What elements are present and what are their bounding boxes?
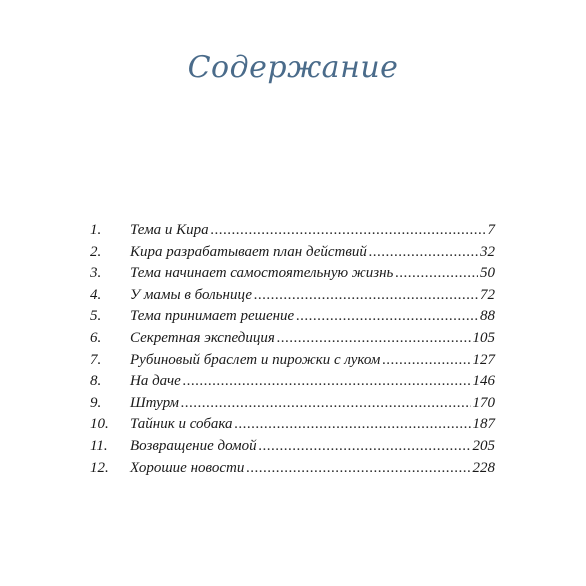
chapter-number: 3. <box>90 265 102 282</box>
page-number: 228 <box>472 459 495 476</box>
table-of-contents <box>90 222 495 481</box>
toc-entry <box>90 352 495 374</box>
chapter-title: Штурм <box>130 394 179 411</box>
toc-entry <box>90 460 495 482</box>
dot-leader <box>254 287 478 304</box>
toc-entry <box>90 244 495 266</box>
chapter-number: 2. <box>90 243 102 260</box>
dot-leader <box>235 416 471 433</box>
dot-leader <box>259 438 471 455</box>
page-title: Содержание <box>187 50 399 85</box>
chapter-number: 12. <box>90 459 109 476</box>
chapter-number: 11. <box>90 437 108 454</box>
chapter-title: Тема принимает решение <box>130 308 295 325</box>
chapter-number: 1. <box>90 222 102 238</box>
toc-entry <box>90 287 495 309</box>
chapter-title: У мамы в больнице <box>130 286 252 303</box>
toc-entry <box>90 265 495 287</box>
page-number: 32 <box>480 243 495 260</box>
chapter-title: Тема и Кира <box>130 222 209 238</box>
dot-leader <box>369 244 478 261</box>
page-number: 146 <box>472 373 495 390</box>
toc-entry <box>90 395 495 417</box>
page-number: 88 <box>480 308 495 325</box>
chapter-title: Тайник и собака <box>130 416 233 433</box>
chapter-title: Кира разрабатывает план действий <box>130 243 367 260</box>
dot-leader <box>277 330 471 347</box>
chapter-title: Тема начинает самостоятельную жизнь <box>130 265 394 282</box>
toc-entry <box>90 438 495 460</box>
page-number: 7 <box>487 222 495 238</box>
page-number: 127 <box>472 351 495 368</box>
chapter-number: 5. <box>90 308 102 325</box>
chapter-number: 6. <box>90 329 102 346</box>
dot-leader <box>382 352 470 369</box>
toc-entry <box>90 373 495 395</box>
dot-leader <box>183 373 471 390</box>
toc-entry <box>90 330 495 352</box>
dot-leader <box>395 265 478 282</box>
toc-entry <box>90 308 495 330</box>
dot-leader <box>181 395 471 412</box>
chapter-title: Хорошие новости <box>130 459 245 476</box>
page-number: 72 <box>480 286 495 303</box>
page-number: 170 <box>472 394 495 411</box>
toc-entry <box>90 222 495 244</box>
toc-entry <box>90 416 495 438</box>
dot-leader <box>211 222 486 239</box>
chapter-title: Рубиновый браслет и пирожки с луком <box>130 351 381 368</box>
chapter-title: Возвращение домой <box>130 437 257 454</box>
page-number: 105 <box>472 329 495 346</box>
chapter-number: 10. <box>90 416 109 433</box>
dot-leader <box>246 460 470 477</box>
chapter-number: 9. <box>90 394 102 411</box>
page-number: 205 <box>472 437 495 454</box>
chapter-number: 4. <box>90 286 102 303</box>
dot-leader <box>296 308 478 325</box>
chapter-title: На даче <box>130 373 181 390</box>
page-number: 50 <box>480 265 495 282</box>
chapter-title: Секретная экспедиция <box>130 329 275 346</box>
page-number: 187 <box>472 416 495 433</box>
chapter-number: 8. <box>90 373 102 390</box>
chapter-number: 7. <box>90 351 102 368</box>
